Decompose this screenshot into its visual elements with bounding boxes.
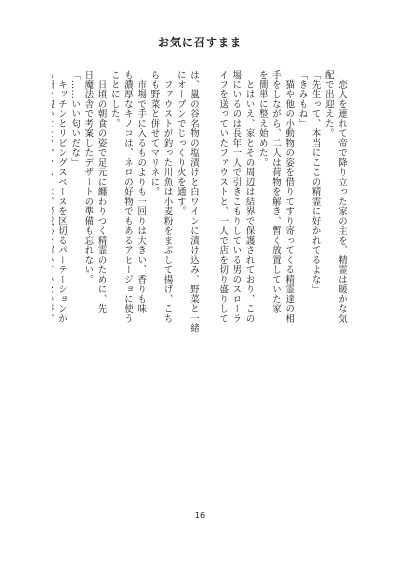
text-line: 手をしながら、二人は荷物を解き、暫く放置していた家 <box>269 70 281 314</box>
text-line: キッチンとリビングスペースを区切るパーテーションか <box>55 70 67 324</box>
text-block-right <box>216 70 348 490</box>
text-line: 市場で手に入るものよりも一回りは大きい、香りも味 <box>135 70 147 314</box>
text-line: イフを送っていたファウストと、一人で店を切り盛りして <box>217 70 229 324</box>
text-line: にオーブンでじっくり火を通す。 <box>174 70 186 217</box>
text-line: ことにした。 <box>108 70 120 129</box>
text-line: 場にいるのは長年一人で引きこもりしている男のスローラ <box>230 70 242 324</box>
text-line: ファウストが釣った川魚は小麦粉をまぶして揚げ、こち <box>161 70 173 324</box>
text-line: 「……いい匂いだな」 <box>69 70 81 168</box>
text-block-left <box>52 70 200 490</box>
text-line: は、嵐の谷名物の塩漬けと白ワインに漬け込み、野菜と一緒 <box>188 70 199 333</box>
text-line: 日魔法舎で考案したデザートの準備も忘れない。 <box>82 70 94 285</box>
page-number: 16 <box>194 511 206 520</box>
page-title: お気に召すまま <box>158 36 242 49</box>
text-line: らも野菜と併せてマリネに。 <box>148 70 160 197</box>
text-line: 猫や他の小動物の姿を借りてすり寄ってくる精霊達の相 <box>283 70 295 324</box>
text-line: 日頃の朝食の姿で足元に纏わりつく精霊のために、先 <box>95 70 107 314</box>
text-line: を簡単に整え始めた。 <box>256 70 268 168</box>
text-line: とはいえ、家とその周辺は結界で保護されており、この <box>243 70 255 324</box>
text-line: 恋人を連れて帝で降り立った家の主を、精霊は暖かな気 <box>336 70 347 324</box>
text-line: も濃厚なキノコは、ネロの好物でもあるアヒージョに使う <box>121 70 133 324</box>
text-line: 「きみもね」 <box>296 70 308 129</box>
text-line: 「先生って、本当にここの精霊に好かれてるよな」 <box>309 70 321 295</box>
text-line <box>52 70 55 490</box>
text-line: 配で出迎えた。 <box>322 70 334 139</box>
